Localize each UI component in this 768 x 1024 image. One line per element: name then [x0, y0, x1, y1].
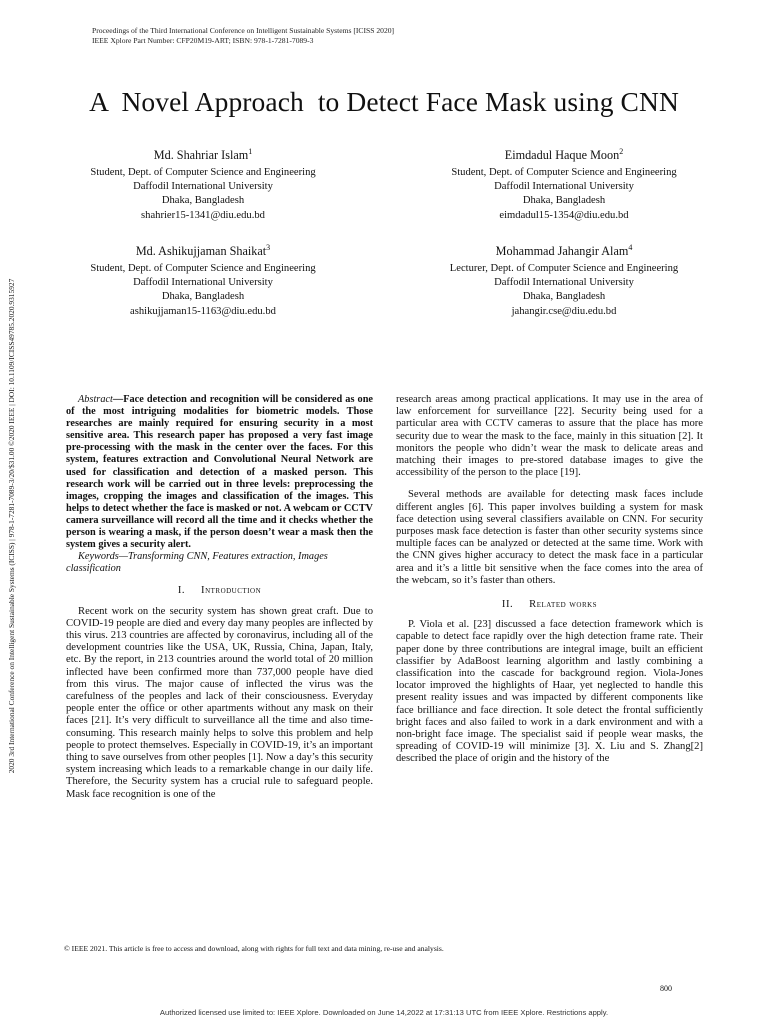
- license-notice: Authorized licensed use limited to: IEEE Xplore. Downloaded on June 14,2022 at 17:31:13 UTC from IEEE Xplore. Restrictions apply.: [159, 1008, 609, 1017]
- author-name: Md. Ashikujjaman Shaikat$^3$: [135, 243, 271, 259]
- section-number: I.: [177, 585, 186, 597]
- doi-sidebar-text: 2020 3rd International Conference on Intelligent Sustainable Systems (ICISS) | 978-1-7281-7089-3/20/$31.00 ©2020 IEEE | DOI: 10.1109/ICISS49785.2020.9315927: [7, 278, 16, 774]
- section-title: Related works: [529, 599, 598, 611]
- author-block-1: [33, 144, 373, 223]
- author-name: Eimdadul Haque Moon$^2$: [504, 147, 624, 163]
- proceedings-header: Proceedings of the Third International Conference on Intelligent Sustainable Systems [ICISS 2020]: [92, 26, 395, 35]
- section-number: II.: [501, 599, 514, 611]
- author-block-4: [394, 240, 734, 319]
- author-email: eimdadul15-1354@diu.edu.bd: [499, 209, 629, 221]
- author-university: Daffodil International University: [494, 181, 634, 193]
- right-column: [396, 394, 703, 766]
- related-works-paragraph: P. Viola et al. [23] discussed a face detection framework which is capable to detect face rapidly over the high detection frame rate. Their paper done by three contributions are integral image, built an efficient classifier by AdaBoost learning algorithm and lastly combining a classification into the cascade for background region. Viola-Jones locator improved the highlights of Haar, yet neglected to handle this present reality issues and was impacted by different components like face brilliance and face direction. It sole detect the frontal sufficiently bright faces and also failed to work in a dark environment and with a non-bright face image. The specialist said if people wear masks, the spreading of COVID-19 will minimize [3]. X. Liu and S. Zhang[2] described the place of origin and the history of the: [396, 619, 703, 765]
- paper-title: A Novel Approach to Detect Face Mask using CNN: [89, 86, 679, 117]
- author-block-3: [33, 240, 373, 319]
- section-heading-related-works: [396, 599, 703, 611]
- abstract-label: Abstract: [78, 394, 113, 405]
- abstract-body: —Face detection and recognition will be considered as one of the most intriguing modalities for biometric models. Those researches are mainly required for ensuring security in a most sensitive area. This research paper has proposed a very fast image pre-processing with the mask in the center over the faces. For this system, features extraction and Convolutional Neural Network are used for classification and detection of a masked person. This research work will be carried out in three levels: preprocessing the images, cropping the images and classification of the images. This helps to detect whether the face is masked or not. A webcam or CCTV camera surveillance will record all the time and it checks whether the person is wearing a mask, if the person doesn’t wear a mask then the system gives a security alert.: [66, 394, 373, 551]
- author-block-2: [394, 144, 734, 223]
- author-city: Dhaka, Bangladesh: [522, 195, 606, 207]
- left-column: [66, 394, 373, 801]
- author-email: jahangir.cse@diu.edu.bd: [511, 305, 617, 317]
- author-university: Daffodil International University: [133, 181, 273, 193]
- copyright-notice: © IEEE 2021. This article is free to access and download, along with rights for full text and data mining, re-use and analysis.: [64, 944, 444, 953]
- author-dept: Student, Dept. of Computer Science and Engineering: [90, 263, 316, 275]
- section-title: Introduction: [201, 585, 262, 597]
- author-name: Mohammad Jahangir Alam$^4$: [495, 243, 633, 259]
- author-city: Dhaka, Bangladesh: [522, 291, 606, 303]
- author-dept: Lecturer, Dept. of Computer Science and Engineering: [449, 263, 679, 275]
- author-email: shahrier15-1341@diu.edu.bd: [141, 209, 265, 221]
- page-number: 800: [660, 984, 672, 993]
- introduction-continued: research areas among practical applications. It may use in the area of law enforcement for surveillance [22]. Security being used for a particular area with CCTV cameras to assure that the place has more security due to wear the mask to the face, mainly in this situation [2]. It monitors the people who didn’t wear the mask to delicate areas and matching their images to pre-stored database images to give the accessibility of the person to the place [19].: [396, 394, 703, 479]
- ieee-part-number: IEEE Xplore Part Number: CFP20M19-ART; ISBN: 978-1-7281-7089-3: [92, 36, 314, 45]
- introduction-paragraph-2: Several methods are available for detecting mask faces include different angles [6]. This paper involves building a system for mask face detection using several classifiers available on CNN. For security purposes mask face detection is faster than other security systems since multiple faces can be analyzed or detected at the same time. Work with the CNN gives higher accuracy to detect the mask face in a particular area and it’s a little bit sensitive when the face comes into the area of the webcam, so it’s faster than others.: [396, 489, 703, 586]
- author-dept: Student, Dept. of Computer Science and Engineering: [90, 167, 316, 179]
- author-university: Daffodil International University: [133, 277, 273, 289]
- author-email: ashikujjaman15-1163@diu.edu.bd: [130, 305, 276, 317]
- author-university: Daffodil International University: [494, 277, 634, 289]
- section-heading-introduction: [66, 585, 373, 597]
- author-city: Dhaka, Bangladesh: [161, 291, 245, 303]
- abstract: [66, 394, 373, 551]
- author-dept: Student, Dept. of Computer Science and Engineering: [451, 167, 677, 179]
- introduction-paragraph: Recent work on the security system has shown great craft. Due to COVID-19 people are died and every day many peoples are inflected by this virus. 213 countries are affected by coronavirus, including all of the development countries like the USA, UK, Russia, China, Japan, Italy, etc. By the report, in 213 countries around the world total of 20 million inflected have been confirmed more than 737,000 people have died from this virus. The major cause of inflected the virus was the carefulness of the peoples and lack of their consciousness. Everyday people enter the office or other apartments without any mask on their faces [21]. It’s very difficult to surveillance all the time and also time-consuming. This research mainly helps to solve this problem and help people to protect themselves. Especially in COVID-19, it’s an important thing to save ourselves from other peoples [1]. Now a day’s this security system increasing which leads to a remarkable change in our daily life. Therefore, the Security system has a crucial rule to safeguard people. Mask face recognition is one of the: [66, 605, 373, 800]
- author-city: Dhaka, Bangladesh: [161, 195, 245, 207]
- keywords: Keywords—Transforming CNN, Features extraction, Images classification: [66, 551, 328, 575]
- doi-sidebar: [7, 188, 21, 864]
- author-name: Md. Shahriar Islam$^1$: [153, 147, 253, 163]
